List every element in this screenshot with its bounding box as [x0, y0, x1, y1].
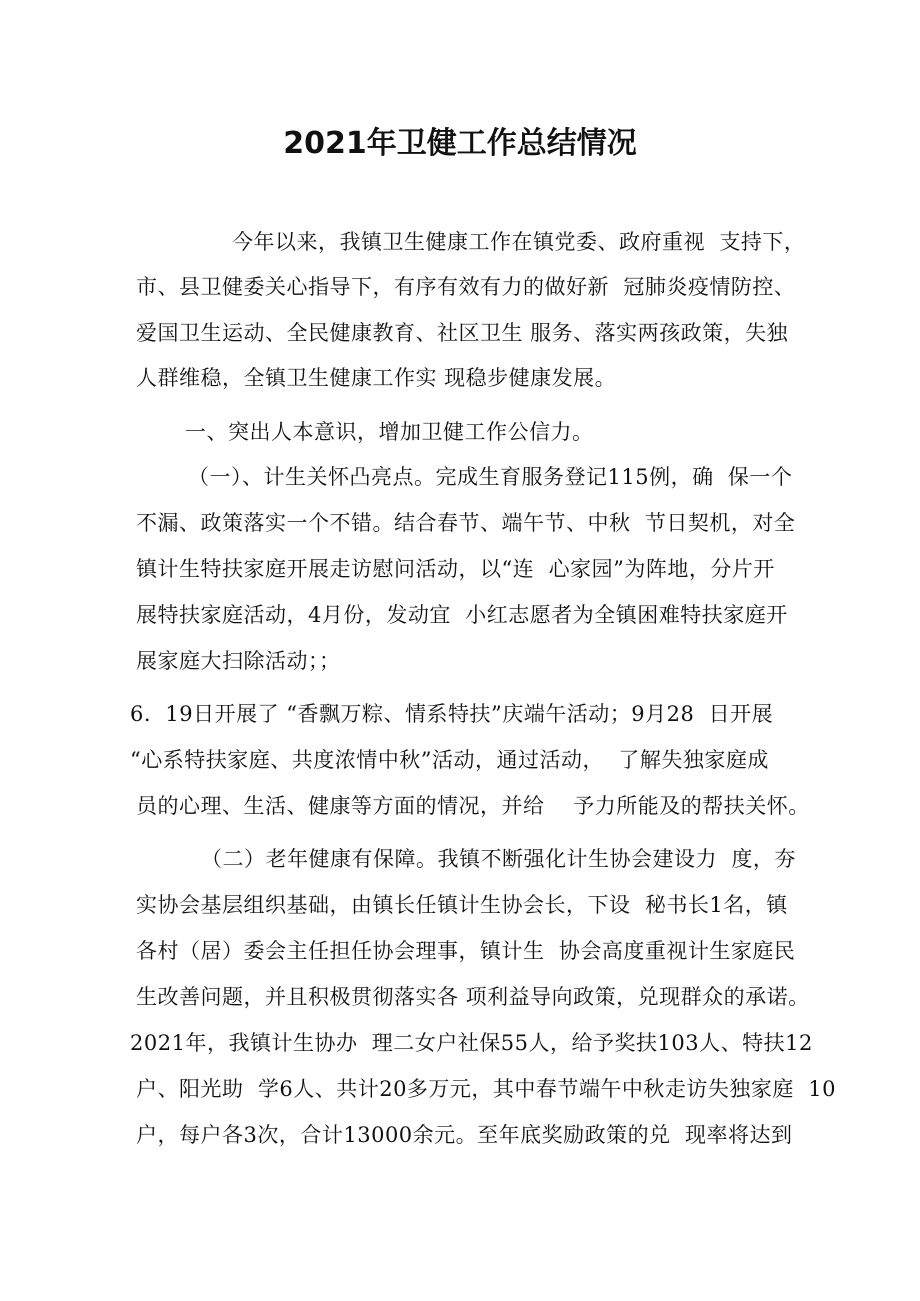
paragraph-line: 镇计生特扶家庭开展走访慰问活动，以“连 心家园”为阵地，分片开 [136, 557, 775, 581]
document-title: 2021年卫健工作总结情况 [283, 126, 637, 161]
paragraph-line: 户，每户各3次，合计13000余元。至年底奖励政策的兑 现率将达到 [136, 1123, 793, 1147]
paragraph-line: 今年以来，我镇卫生健康工作在镇党委、政府重视 支持下， [232, 230, 806, 254]
paragraph-line: 实协会基层组织基础，由镇长任镇计生协会长，下设 秘书长1名，镇 [136, 893, 788, 917]
paragraph-line: 展家庭大扫除活动；； [136, 649, 341, 673]
paragraph-line: （二）老年健康有保障。我镇不断强化计生协会建设力 度，夯 [201, 847, 796, 871]
paragraph-line: 爱国卫生运动、全民健康教育、社区卫生 服务、落实两孩政策，失独 [136, 321, 789, 345]
section-heading: 一、突出人本意识，增加卫健工作公信力。 [185, 420, 594, 444]
paragraph-line: 员的心理、生活、健康等方面的情况，并给 予力所能及的帮扶关怀。 [136, 794, 810, 818]
paragraph-line: （一）、计生关怀凸亮点。完成生育服务登记115例，确 保一个 [188, 465, 793, 489]
paragraph-line: “心系特扶家庭、共度浓情中秋”活动，通过活动， 了解失独家庭成 [130, 748, 769, 772]
paragraph-line: 展特扶家庭活动，4月份，发动宜 小红志愿者为全镇困难特扶家庭开 [136, 603, 788, 627]
paragraph-line: 户、阳光助 学6人、共计20多万元，其中春节端午中秋走访失独家庭 10 [136, 1077, 837, 1101]
paragraph-line: 6. 19日开展了 “香飘万粽、情系特扶”庆端午活动；9月28 日开展 [130, 702, 774, 726]
paragraph-line: 生改善问题，并且积极贯彻落实各 项利益导向政策，兑现群众的承诺。 [136, 985, 810, 1009]
paragraph-line: 人群维稳，全镇卫生健康工作实 现稳步健康发展。 [136, 366, 617, 390]
paragraph-line: 2021年，我镇计生协办 理二女户社保55人，给予奖扶103人、特扶12 [130, 1031, 813, 1055]
paragraph-line: 市、县卫健委关心指导下，有序有效有力的做好新 冠肺炎疫情防控、 [136, 275, 796, 299]
paragraph-line: 不漏、政策落实一个不错。结合春节、端午节、中秋 节日契机，对全 [136, 511, 796, 535]
paragraph-line: 各村（居）委会主任担任协会理事，镇计生 协会高度重视计生家庭民 [136, 939, 796, 963]
